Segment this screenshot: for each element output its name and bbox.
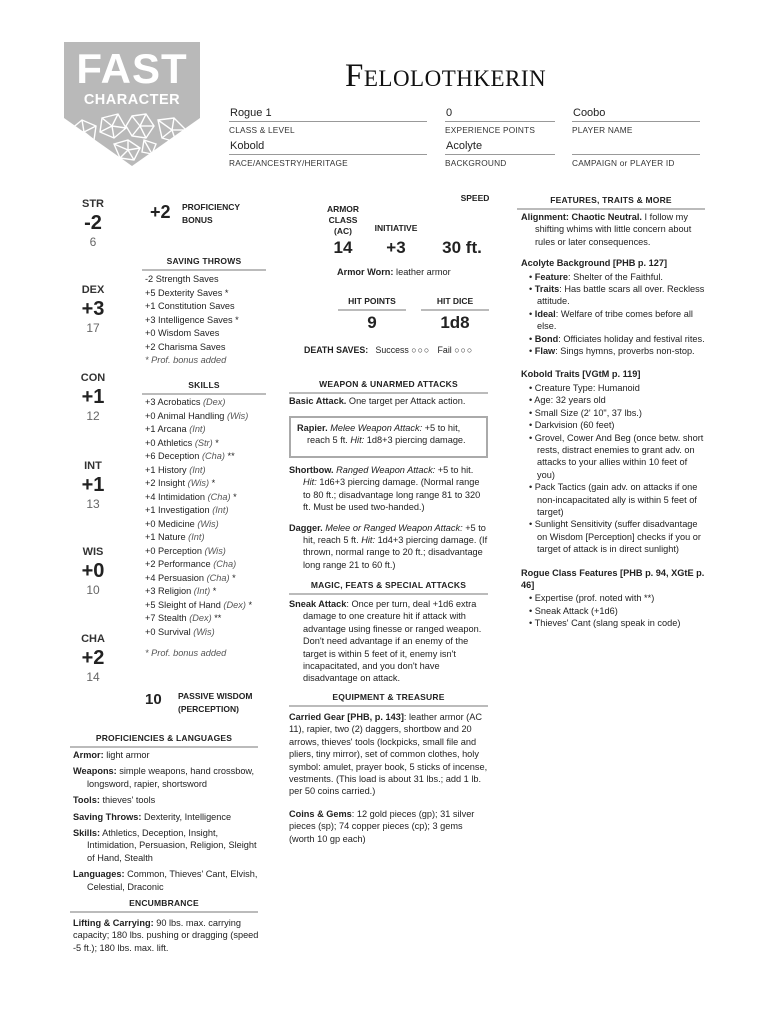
background-field <box>445 139 555 168</box>
skill-row: +2 Performance (Cha) <box>145 559 237 569</box>
rapier-attack-box: Rapier. Melee Weapon Attack: +5 to hit, reach 5 ft. Hit: 1d8+3 piercing damage. <box>289 416 488 458</box>
list-item: +3 Intelligence Saves * <box>145 314 239 325</box>
player-field <box>572 106 700 135</box>
ability-con <box>70 372 116 424</box>
player-label: PLAYER NAME <box>572 125 633 135</box>
encumbrance-text: Lifting & Carrying: 90 lbs. max. carrying capacity; 180 lbs. pushing or dragging (speed -5 ft.); 180 lbs. max. lift. <box>73 918 259 953</box>
ability-name: CON <box>80 372 106 384</box>
skill-row: +2 Insight (Wis) * <box>145 478 216 488</box>
ability-name: STR <box>82 198 104 210</box>
armor-class-value: 14 <box>333 238 353 257</box>
skill-row: +3 Religion (Int) * <box>145 586 217 596</box>
list-item: • Creature Type: Humanoid <box>529 382 640 393</box>
skill-row: +1 Arcana (Int) <box>145 424 206 434</box>
list-item: • Bond: Officiates holiday and festival rites. <box>529 333 705 344</box>
prof-armor: Armor: light armor <box>73 750 150 760</box>
kobold-heading: Kobold Traits [VGtM p. 119] <box>521 369 641 380</box>
skills-heading: SKILLS <box>142 380 266 395</box>
skill-row: +4 Intimidation (Cha) * <box>145 491 237 502</box>
basic-attack: Basic Attack. One target per Attack action. <box>289 396 466 406</box>
saving-throws-list <box>145 273 239 368</box>
features-block <box>521 211 707 630</box>
alignment: Alignment: Chaotic Neutral. I follow my shifting whims with little concern about rules or later consequences. <box>521 212 692 247</box>
character-name: Felolothkerin <box>345 58 547 94</box>
list-item: +0 Wisdom Saves <box>145 328 220 338</box>
ability-score: 13 <box>86 497 100 512</box>
acolyte-list <box>521 271 707 358</box>
ability-modifier: +1 <box>81 474 105 497</box>
ability-score: 12 <box>86 409 100 424</box>
background-label: BACKGROUND <box>445 158 507 168</box>
ability-name: WIS <box>82 546 104 558</box>
shortbow-attack: Shortbow. Ranged Weapon Attack: +5 to hit. Hit: 1d6+3 piercing damage. (Normal range to 80 ft.; disadvantage long range 81 to 320 ft. Must be used two-handed.) <box>289 465 481 513</box>
passive-wisdom-value: 10 <box>145 691 162 708</box>
list-item: • Darkvision (60 feet) <box>529 420 615 431</box>
death-saves-success-label: Success <box>375 345 409 355</box>
ability-name: INT <box>84 460 102 472</box>
ability-name: CHA <box>81 633 105 645</box>
magic-heading: MAGIC, FEATS & SPECIAL ATTACKS <box>289 580 488 595</box>
death-saves-success-circles[interactable]: ○○○ <box>411 345 431 355</box>
proficiencies-block <box>73 749 261 897</box>
race-label: RACE/ANCESTRY/HERITAGE <box>229 158 348 168</box>
death-saves <box>304 345 473 356</box>
death-saves-fail-label: Fail <box>437 345 452 355</box>
list-item: • Age: 32 years old <box>529 395 606 406</box>
list-item: • Expertise (prof. noted with **) <box>529 593 655 604</box>
ranged-attacks <box>289 464 488 575</box>
campaign-value <box>572 139 700 154</box>
list-item: +2 Charisma Saves <box>145 341 226 352</box>
fast-character-logo <box>62 40 202 168</box>
race-value: Kobold <box>230 140 265 152</box>
class-level-label: CLASS & LEVEL <box>229 125 295 135</box>
background-value: Acolyte <box>446 140 483 152</box>
logo-title: FAST <box>76 45 188 92</box>
skill-row: +1 History (Int) <box>145 464 206 475</box>
ability-modifier: +1 <box>81 386 105 409</box>
armor-class-label: ARMOR CLASS (AC) <box>326 204 360 236</box>
list-item: • Flaw: Sings hymns, proverbs non-stop. <box>529 346 695 357</box>
list-item: • Grovel, Cower And Beg (once betw. short rests, distract enemies to grant adv. on attacks to your allies within 10 feet of you) <box>529 432 704 480</box>
prof-languages: Languages: Common, Thieves' Cant, Elvish, Celestial, Draconic <box>73 869 258 892</box>
ability-modifier: +2 <box>81 647 105 670</box>
list-item: -2 Strength Saves <box>145 274 219 284</box>
speed-value: 30 ft. <box>442 238 482 257</box>
skill-row: +4 Persuasion (Cha) * <box>145 572 236 583</box>
death-saves-label: DEATH SAVES: <box>304 345 369 355</box>
skill-row: +3 Acrobatics (Dex) <box>145 397 226 407</box>
ability-dex <box>70 284 116 336</box>
prof-saving-throws: Saving Throws: Dexterity, Intelligence <box>73 811 232 822</box>
initiative-value: +3 <box>386 238 406 257</box>
hit-points-value: 9 <box>367 313 377 332</box>
kobold-list <box>521 382 707 556</box>
list-item: +5 Dexterity Saves * <box>145 287 229 298</box>
proficiency-bonus-value: +2 <box>150 202 171 222</box>
ability-int <box>70 460 116 512</box>
prof-weapons: Weapons: simple weapons, hand crossbow, longsword, rapier, shortsword <box>73 766 255 789</box>
list-item: • Feature: Shelter of the Faithful. <box>529 271 663 282</box>
list-item: • Traits: Has battle scars all over. Reckless attitude. <box>529 284 705 307</box>
campaign-label: CAMPAIGN or PLAYER ID <box>572 158 675 168</box>
list-item: • Ideal: Welfare of tribe comes before all else. <box>529 308 693 332</box>
carried-gear: Carried Gear [PHB, p. 143]: leather armor (AC 11), rapier, two (2) daggers, shortbow and 20 arrows, thieves' tools (lockpicks, small file and pliers, tiny mirror), set of common clothes, holy symbol: amulet, prayer book, 5 sticks of incense, vestments. (This load is about 31 lbs.; add 1 lb. per 50 coins carried.) <box>289 712 488 797</box>
attacks-heading: WEAPON & UNARMED ATTACKS <box>289 379 488 394</box>
proficiency-bonus-label: PROFICIENCY BONUS <box>182 202 241 225</box>
skill-row: +0 Perception (Wis) <box>145 545 226 556</box>
features-heading: FEATURES, TRAITS & MORE <box>517 195 705 210</box>
death-saves-fail-circles[interactable]: ○○○ <box>454 345 474 355</box>
list-item: • Sneak Attack (+1d6) <box>529 605 618 616</box>
list-item: • Small Size (2' 10", 37 lbs.) <box>529 407 642 418</box>
ability-modifier: +0 <box>81 560 105 583</box>
ability-score: 10 <box>86 583 100 598</box>
skill-row: +1 Nature (Int) <box>145 532 205 542</box>
xp-value: 0 <box>446 107 453 119</box>
armor-worn: Armor Worn: leather armor <box>337 267 451 277</box>
rogue-list <box>521 592 707 629</box>
prof-skills: Skills: Athletics, Deception, Insight, Intimidation, Persuasion, Religion, Sleight of Hand, Stealth <box>73 828 257 863</box>
prof-tools: Tools: thieves' tools <box>73 795 156 806</box>
xp-label: EXPERIENCE POINTS <box>445 125 536 135</box>
player-value: Coobo <box>573 107 606 119</box>
ability-name: DEX <box>81 284 105 296</box>
skill-row: +0 Medicine (Wis) <box>145 518 219 529</box>
encumbrance-heading: ENCUMBRANCE <box>70 898 258 913</box>
class-level-field <box>229 106 427 135</box>
ability-modifier: +3 <box>81 298 105 321</box>
ability-score: 17 <box>86 321 100 336</box>
proficiencies-heading: PROFICIENCIES & LANGUAGES <box>70 733 258 748</box>
skills-note: * Prof. bonus added <box>145 648 227 658</box>
skill-row: +0 Survival (Wis) <box>145 626 215 637</box>
class-level-value: Rogue 1 <box>230 107 272 119</box>
ability-str <box>70 198 116 250</box>
rogue-heading: Rogue Class Features [PHB p. 94, XGtE p. 46] <box>521 567 705 590</box>
list-item: +1 Constitution Saves <box>145 301 235 311</box>
speed-label: SPEED <box>460 193 490 203</box>
acolyte-heading: Acolyte Background [PHB p. 127] <box>521 258 668 269</box>
ability-modifier: -2 <box>84 212 102 235</box>
saving-throws-note: * Prof. bonus added <box>145 355 227 365</box>
encumbrance-block <box>73 917 263 958</box>
xp-field <box>445 106 555 135</box>
initiative-label: INITIATIVE <box>374 223 418 233</box>
sneak-attack: Sneak Attack: Once per turn, deal +1d6 extra damage to one creature hit if attack with advantage using finesse or ranged weapon. Don't need advantage if an enemy of the target is within 5 feet of it, enemy isn't incapacitated, and you don't have disadvantage on attack. <box>289 599 482 684</box>
hit-dice-value: 1d8 <box>440 313 470 332</box>
race-field <box>229 139 427 168</box>
skill-row: +7 Stealth (Dex) ** <box>145 613 222 623</box>
equipment-block <box>289 711 488 849</box>
saving-throws-heading: SAVING THROWS <box>142 256 266 271</box>
skills-list <box>145 396 252 661</box>
passive-wisdom-label: PASSIVE WISDOM (PERCEPTION) <box>178 691 253 714</box>
skill-row: +6 Deception (Cha) ** <box>145 451 235 461</box>
ability-score: 14 <box>86 670 100 685</box>
ability-score: 6 <box>89 235 97 250</box>
skill-row: +1 Investigation (Int) <box>145 505 229 515</box>
skill-row: +5 Sleight of Hand (Dex) * <box>145 599 253 610</box>
dagger-attack: Dagger. Melee or Ranged Weapon Attack: +5 to hit, reach 5 ft. Hit: 1d4+3 piercing damage. (If thrown, normal range to 20 ft.; disadvantage long range 21 to 60 ft.) <box>289 522 488 570</box>
skill-row: +0 Athletics (Str) * <box>145 437 219 448</box>
campaign-field <box>572 139 700 168</box>
list-item: • Thieves' Cant (slang speak in code) <box>529 618 681 629</box>
skill-row: +0 Animal Handling (Wis) <box>145 410 249 421</box>
ability-wis <box>70 546 116 598</box>
ability-cha <box>70 633 116 685</box>
list-item: • Pack Tactics (gain adv. on attacks if one non-incapacitated ally is within 5 feet of target) <box>529 482 698 517</box>
hit-points-label: HIT POINTS <box>348 296 396 306</box>
logo-subtitle: CHARACTER <box>83 92 181 108</box>
equipment-heading: EQUIPMENT & TREASURE <box>289 692 488 707</box>
coins-gems: Coins & Gems: 12 gold pieces (gp); 31 silver pieces (sp); 74 copper pieces (cp); 3 gems (worth 10 gp each) <box>289 808 475 844</box>
hit-dice-label: HIT DICE <box>436 296 474 306</box>
list-item: • Sunlight Sensitivity (suffer disadvantage on Wisdom [Perception] checks if you or target of attack is in direct sunlight) <box>529 519 701 555</box>
